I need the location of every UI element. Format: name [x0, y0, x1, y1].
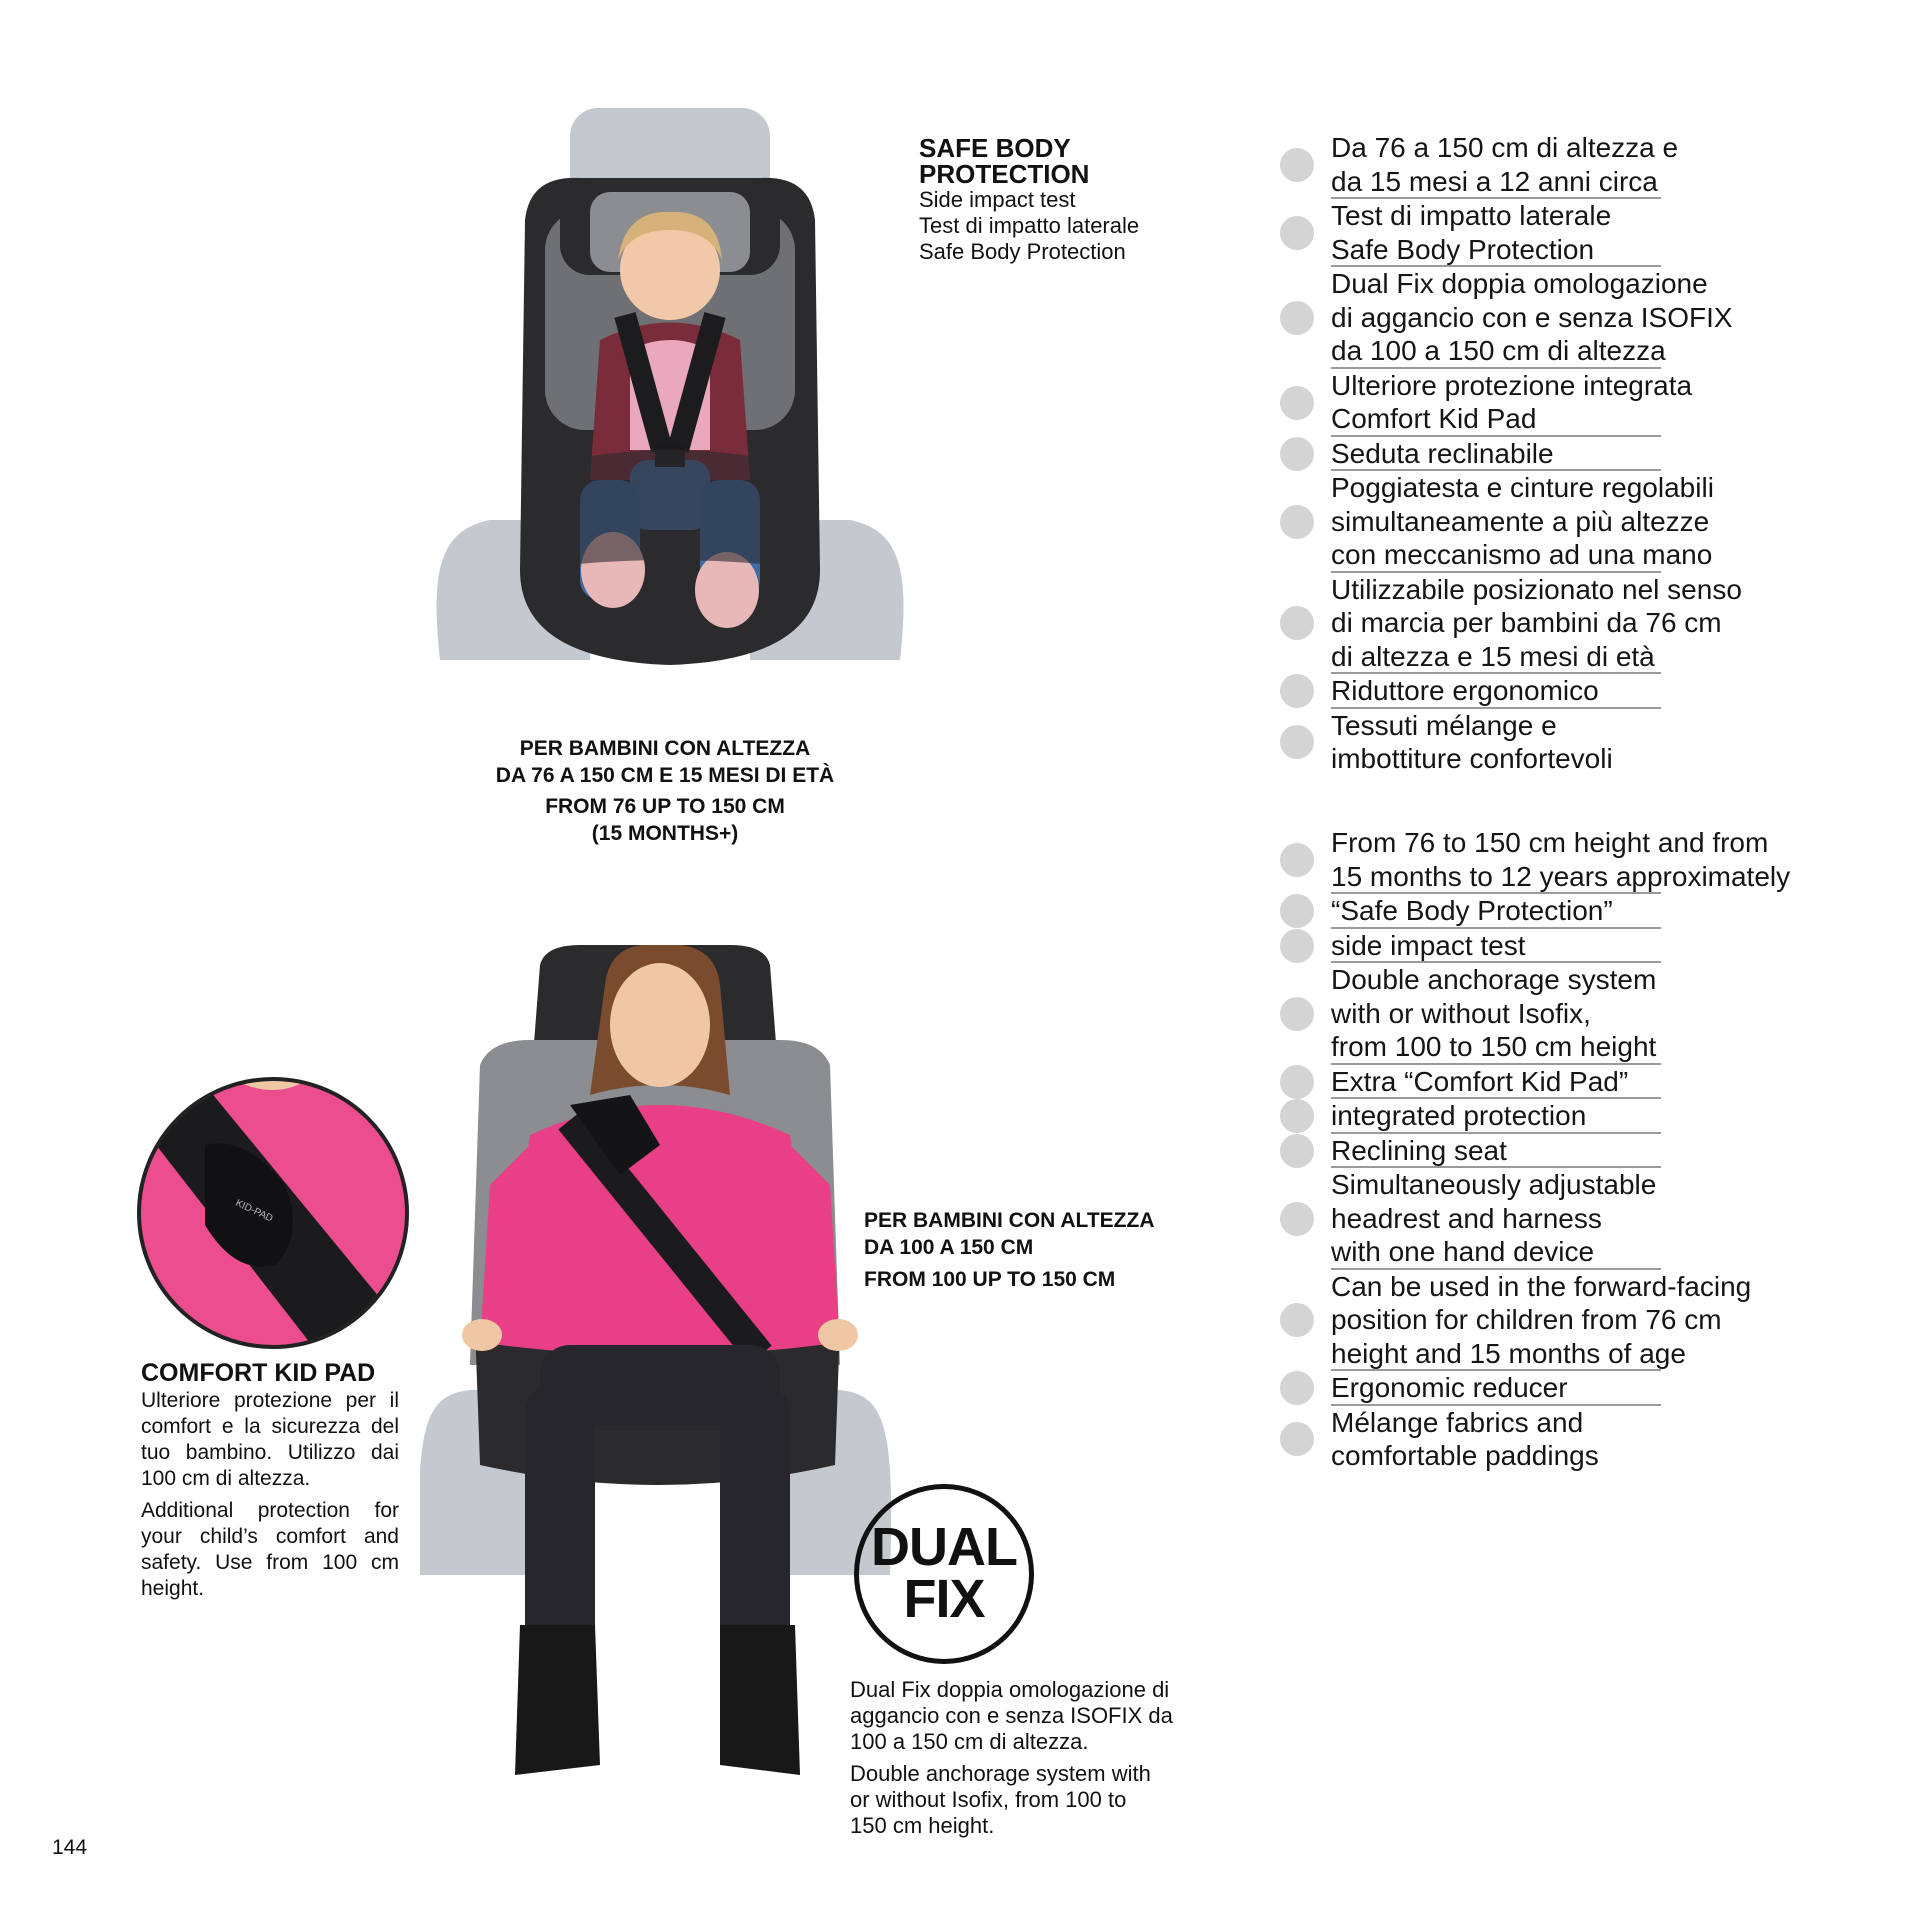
- caption-line: FROM 76 UP TO 150 CM: [545, 795, 785, 818]
- caption-line: DA 100 A 150 CM: [864, 1236, 1034, 1259]
- feature-line: comfortable paddings: [1331, 1440, 1599, 1471]
- feature-line: side impact test: [1331, 929, 1526, 961]
- bullet-dot-icon: [1280, 1371, 1314, 1405]
- dual-fix-en-line: 150 cm height.: [850, 1813, 995, 1838]
- feature-line: simultaneamente a più altezze: [1331, 505, 1710, 537]
- feature-item: [1280, 709, 1800, 776]
- bullet-dot-icon: [1280, 386, 1314, 420]
- callout-line: Side impact test: [919, 187, 1076, 212]
- bullet-dot-icon: [1280, 148, 1314, 182]
- feature-line: da 15 mesi a 12 anni circa: [1331, 165, 1658, 197]
- page-number: 144: [52, 1836, 88, 1859]
- feature-line: Test di impatto laterale: [1331, 200, 1612, 231]
- bullet-dot-icon: [1280, 505, 1314, 539]
- feature-item: [1280, 471, 1800, 573]
- caption-line: PER BAMBINI CON ALTEZZA: [864, 1209, 1155, 1232]
- dual-fix-text: [850, 1677, 1173, 1839]
- feature-line: Da 76 a 150 cm di altezza e: [1331, 132, 1679, 163]
- callout-title-line2: PROTECTION: [919, 159, 1090, 189]
- feature-line: Mélange fabrics and: [1331, 1406, 1584, 1438]
- feature-item: [1280, 963, 1800, 1065]
- feature-item: [1280, 199, 1800, 267]
- feature-line: from 100 to 150 cm height: [1331, 1031, 1657, 1062]
- kid-pad-label: KID-PAD: [233, 1197, 275, 1225]
- bullet-dot-icon: [1280, 1202, 1314, 1236]
- dual-fix-badge: [854, 1484, 1034, 1664]
- feature-line: Poggiatesta e cinture regolabili: [1331, 472, 1714, 503]
- feature-item: [1280, 1270, 1800, 1372]
- feature-line: 15 months to 12 years approximately: [1331, 860, 1791, 892]
- car-seat-photo-toddler: [430, 100, 910, 710]
- feature-line: “Safe Body Protection”: [1331, 895, 1613, 926]
- feature-line: di marcia per bambini da 76 cm: [1331, 607, 1722, 638]
- feature-line: di aggancio con e senza ISOFIX: [1331, 301, 1733, 333]
- caption-line: DA 76 A 150 CM E 15 MESI DI ETÀ: [495, 764, 835, 787]
- bullet-dot-icon: [1280, 1134, 1314, 1168]
- bullet-dot-icon: [1280, 1422, 1314, 1456]
- feature-item: [1280, 674, 1800, 709]
- bullet-dot-icon: [1280, 997, 1314, 1031]
- badge-line: FIX: [903, 1569, 985, 1629]
- comfort-kid-pad-text: [141, 1358, 399, 1602]
- feature-line: From 76 to 150 cm height and from: [1331, 827, 1769, 858]
- feature-item: [1280, 437, 1800, 472]
- bullet-dot-icon: [1280, 1099, 1314, 1133]
- bullet-dot-icon: [1280, 437, 1314, 471]
- feature-item: [1280, 894, 1800, 929]
- features-list-english: [1280, 826, 1800, 1473]
- feature-item: [1280, 1065, 1800, 1100]
- caption-line: PER BAMBINI CON ALTEZZA: [519, 737, 811, 760]
- feature-line: Reclining seat: [1331, 1134, 1507, 1166]
- feature-item: [1280, 573, 1800, 675]
- feature-line: imbottiture confortevoli: [1331, 743, 1613, 774]
- bullet-dot-icon: [1280, 1065, 1314, 1099]
- feature-line: di altezza e 15 mesi di età: [1331, 640, 1655, 672]
- features-list-italian: [1280, 131, 1800, 776]
- callout-title-line1: SAFE BODY: [919, 133, 1071, 163]
- bullet-dot-icon: [1280, 1303, 1314, 1337]
- safe-body-protection-callout: [919, 135, 1139, 265]
- feature-line: Safe Body Protection: [1331, 233, 1595, 265]
- feature-line: headrest and harness: [1331, 1202, 1602, 1234]
- bullet-dot-icon: [1280, 725, 1314, 759]
- feature-line: Seduta reclinabile: [1331, 437, 1554, 469]
- callout-line: Test di impatto laterale: [919, 213, 1140, 238]
- feature-item: [1280, 929, 1800, 964]
- feature-line: with one hand device: [1331, 1236, 1595, 1267]
- feature-line: Utilizzabile posizionato nel senso: [1331, 573, 1742, 605]
- feature-line: con meccanismo ad una mano: [1331, 539, 1713, 570]
- feature-line: Dual Fix doppia omologazione: [1331, 268, 1708, 299]
- feature-line: integrated protection: [1331, 1100, 1587, 1131]
- feature-line: with or without Isofix,: [1331, 997, 1591, 1029]
- feature-item: [1280, 131, 1800, 199]
- feature-line: Extra “Comfort Kid Pad”: [1331, 1065, 1629, 1097]
- comfort-kid-pad-title: COMFORT KID PAD: [141, 1359, 376, 1387]
- feature-line: height and 15 months of age: [1331, 1337, 1686, 1369]
- badge-line: DUAL: [871, 1517, 1017, 1577]
- feature-line: Comfort Kid Pad: [1331, 403, 1537, 434]
- feature-item: [1280, 267, 1800, 369]
- feature-item: [1280, 1099, 1800, 1134]
- bottom-caption: [864, 1207, 1154, 1293]
- dual-fix-it-line: aggancio con e senza ISOFIX da: [850, 1703, 1173, 1728]
- feature-item: [1280, 1168, 1800, 1270]
- feature-line: Simultaneously adjustable: [1331, 1169, 1657, 1200]
- feature-line: Riduttore ergonomico: [1331, 675, 1599, 706]
- dual-fix-en-line: Double anchorage system with: [850, 1761, 1151, 1786]
- feature-item: [1280, 826, 1800, 894]
- dual-fix-it-line: Dual Fix doppia omologazione di: [850, 1677, 1170, 1702]
- feature-line: Double anchorage system: [1331, 964, 1657, 995]
- callout-line: Safe Body Protection: [919, 239, 1126, 264]
- car-seat-photo-girl: [420, 945, 900, 1805]
- comfort-kid-pad-closeup: [135, 1075, 411, 1351]
- feature-item: [1280, 1371, 1800, 1406]
- dual-fix-en-line: or without Isofix, from 100 to: [850, 1787, 1127, 1812]
- bullet-dot-icon: [1280, 674, 1314, 708]
- bullet-dot-icon: [1280, 894, 1314, 928]
- feature-line: Ulteriore protezione integrata: [1331, 369, 1693, 401]
- feature-item: [1280, 369, 1800, 437]
- bullet-dot-icon: [1280, 606, 1314, 640]
- caption-line: (15 MONTHS+): [591, 822, 739, 845]
- dual-fix-it-line: 100 a 150 cm di altezza.: [850, 1729, 1089, 1754]
- comfort-kid-pad-text-it: Ulteriore protezione per il comfort e la sicurezza del tuo bambino. Utilizzo dai 100 cm di altezza.: [141, 1389, 399, 1490]
- caption-line: FROM 100 UP TO 150 CM: [864, 1268, 1116, 1291]
- feature-line: Can be used in the forward-facing: [1331, 1270, 1752, 1302]
- bullet-dot-icon: [1280, 843, 1314, 877]
- feature-item: [1280, 1406, 1800, 1473]
- feature-item: [1280, 1134, 1800, 1169]
- top-caption: [460, 735, 870, 847]
- feature-line: Ergonomic reducer: [1331, 1372, 1568, 1403]
- comfort-kid-pad-text-en: Additional protection for your child’s comfort and safety. Use from 100 cm height.: [141, 1499, 399, 1600]
- bullet-dot-icon: [1280, 301, 1314, 335]
- bullet-dot-icon: [1280, 216, 1314, 250]
- feature-line: position for children from 76 cm: [1331, 1304, 1722, 1335]
- bullet-dot-icon: [1280, 929, 1314, 963]
- feature-line: da 100 a 150 cm di altezza: [1331, 335, 1666, 366]
- feature-line: Tessuti mélange e: [1331, 709, 1557, 741]
